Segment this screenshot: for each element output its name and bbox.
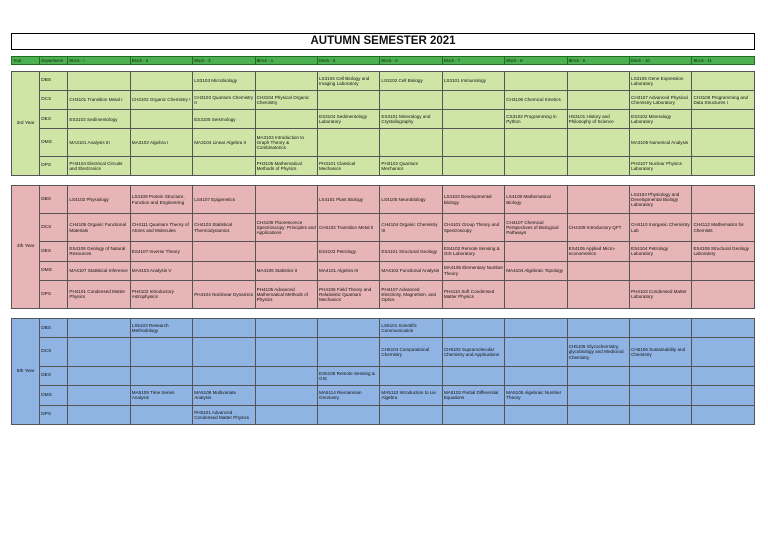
- course-cell: [505, 405, 567, 424]
- course-cell: LS3102 Cell Biology: [380, 72, 442, 91]
- course-cell: [193, 242, 255, 261]
- course-cell: [505, 156, 567, 175]
- course-cell: [692, 280, 755, 308]
- course-cell: CH4102 Transition Metal II: [318, 214, 380, 242]
- department-label: DBS: [40, 72, 68, 91]
- course-cell: ES4102 Remote Sensing & GIS Laboratory: [442, 242, 504, 261]
- course-cell: PH4110 Soft Condensed Matter Physics: [442, 280, 504, 308]
- course-cell: MA3102 Algebra I: [130, 129, 192, 157]
- course-cell: LS4105 Neurobiology: [380, 186, 442, 214]
- course-cell: LS3101 Immunology: [442, 72, 504, 91]
- course-cell: [692, 110, 755, 129]
- course-cell: [68, 72, 130, 91]
- course-cell: [442, 366, 504, 385]
- course-cell: [68, 319, 130, 338]
- course-cell: PH4102 Introductory Astrophysics: [130, 280, 192, 308]
- course-cell: [567, 186, 629, 214]
- course-cell: PH4101 Condensed Matter Physics: [68, 280, 130, 308]
- table-row: [12, 405, 755, 424]
- course-cell: [505, 366, 567, 385]
- course-cell: CH4101 Group Theory and Spectroscopy: [442, 214, 504, 242]
- course-cell: MA4101 Algebra III: [318, 261, 380, 280]
- table-row: [12, 110, 755, 129]
- course-cell: MA4104 Algebraic Topology: [505, 261, 567, 280]
- department-label: DCS: [40, 338, 68, 366]
- course-cell: [193, 261, 255, 280]
- course-cell: [68, 366, 130, 385]
- course-cell: [380, 91, 442, 110]
- course-cell: [692, 405, 755, 424]
- course-cell: CH3102 Organic Chemistry I: [130, 91, 192, 110]
- course-cell: MA4102 Functional Analysis: [380, 261, 442, 280]
- course-cell: CH5105 Glycochemistry, glycobiology and Medicinal Chemistry: [567, 338, 629, 366]
- course-cell: [630, 405, 692, 424]
- course-cell: CH3106 Chemical Kinetics: [505, 91, 567, 110]
- course-cell: PH3102 Quantum Mechanics: [380, 156, 442, 175]
- department-label: DES: [40, 242, 68, 261]
- course-cell: CH4112 Mathematics for Chemists: [692, 214, 755, 242]
- course-cell: [567, 319, 629, 338]
- course-cell: LS4108 Mathematical Biology: [505, 186, 567, 214]
- header-cell: Block - II: [130, 57, 192, 65]
- table-row: [12, 129, 755, 157]
- course-cell: [380, 129, 442, 157]
- course-cell: CH5104 Computational Chemistry: [380, 338, 442, 366]
- course-cell: [505, 72, 567, 91]
- course-cell: [567, 156, 629, 175]
- header-cell: Block - 10: [630, 57, 692, 65]
- course-cell: [505, 319, 567, 338]
- course-cell: CH3107 Advanced Physical Chemistry Laboratory: [630, 91, 692, 110]
- course-cell: [442, 129, 504, 157]
- department-label: DCS: [40, 91, 68, 110]
- course-cell: [692, 366, 755, 385]
- header-cell: Block - 4: [255, 57, 317, 65]
- course-cell: [193, 156, 255, 175]
- course-cell: [630, 261, 692, 280]
- course-cell: CH3104 Physical Organic Chemistry: [255, 91, 317, 110]
- course-cell: PH4107 Advanced Electricity, Magnetism, and Optics: [380, 280, 442, 308]
- department-label: DCS: [40, 214, 68, 242]
- course-cell: CH4108 Fluorescence Spectroscopy: Principles and Applications: [255, 214, 317, 242]
- course-cell: CH5106 Sustainability and Chemistry: [630, 338, 692, 366]
- section-4th-year: [11, 185, 755, 309]
- department-label: DMS: [40, 386, 68, 405]
- course-cell: [692, 156, 755, 175]
- table-row: [12, 280, 755, 308]
- course-cell: [442, 110, 504, 129]
- course-cell: LS5103 Research Methodology: [130, 319, 192, 338]
- department-label: DBS: [40, 186, 68, 214]
- course-cell: MA5110 Introduction to Lie Algebra: [380, 386, 442, 405]
- course-cell: ES4101 Structural Geology: [380, 242, 442, 261]
- course-cell: [380, 366, 442, 385]
- course-cell: [567, 129, 629, 157]
- course-cell: MA5114 Riemannian Geometry: [318, 386, 380, 405]
- course-cell: [255, 72, 317, 91]
- header-cell: Block - 3: [193, 57, 255, 65]
- course-cell: MA4103 Analysis V: [130, 261, 192, 280]
- course-cell: [567, 91, 629, 110]
- course-cell: MA3101 Analysis III: [68, 129, 130, 157]
- course-cell: PH3107 Nuclear Physics Laboratory: [630, 156, 692, 175]
- course-cell: ES4108 Structural Geology Laboratory: [692, 242, 755, 261]
- course-cell: [130, 366, 192, 385]
- course-cell: [255, 242, 317, 261]
- course-cell: CH5102 Supramolecular Chemistry and Applications: [442, 338, 504, 366]
- course-cell: [505, 338, 567, 366]
- header-cell: Year: [12, 57, 40, 65]
- course-cell: CH4104 Organic Chemistry III: [380, 214, 442, 242]
- course-cell: [630, 366, 692, 385]
- course-cell: [692, 129, 755, 157]
- table-row: [12, 91, 755, 110]
- course-cell: PH3105 Mathematical Methods of Physics: [255, 156, 317, 175]
- course-cell: MA4106 Statistics II: [255, 261, 317, 280]
- course-cell: [193, 366, 255, 385]
- course-cell: [130, 156, 192, 175]
- department-label: DES: [40, 366, 68, 385]
- course-cell: LS3104 Cell Biology and Imaging Laboratory: [318, 72, 380, 91]
- course-cell: [68, 405, 130, 424]
- course-cell: [505, 242, 567, 261]
- table-row: [12, 366, 755, 385]
- course-cell: CH4109 Introductory QFT: [567, 214, 629, 242]
- course-cell: ES4104 Petrology Laboratory: [630, 242, 692, 261]
- course-cell: PH4104 Nonlinear Dynamics: [193, 280, 255, 308]
- course-cell: ES5105 Remote Sensing & GIS: [318, 366, 380, 385]
- course-cell: [193, 319, 255, 338]
- course-cell: [318, 405, 380, 424]
- course-cell: [380, 405, 442, 424]
- table-row: [12, 72, 755, 91]
- course-cell: MA5108 Multivariate Analysis: [193, 386, 255, 405]
- course-cell: [130, 72, 192, 91]
- course-cell: CH4111 Quantum Theory of Atoms and Molecules: [130, 214, 192, 242]
- course-cell: ES3101 Mineralogy and Crystallography: [380, 110, 442, 129]
- course-cell: CH4103 Statistical Thermodynamics: [193, 214, 255, 242]
- course-cell: MA5102 Partial Differential Equations: [442, 386, 504, 405]
- course-cell: MA3105 Numerical Analysis: [630, 129, 692, 157]
- year-label: 4th Year: [12, 186, 40, 309]
- course-cell: MA4107 Statistical Inference: [68, 261, 130, 280]
- course-cell: [318, 91, 380, 110]
- table-row: [12, 156, 755, 175]
- department-label: DBS: [40, 319, 68, 338]
- course-cell: [505, 280, 567, 308]
- course-cell: [442, 319, 504, 338]
- course-cell: [193, 338, 255, 366]
- header-row: [11, 56, 755, 65]
- course-cell: [692, 338, 755, 366]
- course-cell: [505, 129, 567, 157]
- year-label: 5th Year: [12, 319, 40, 425]
- course-cell: CH4107 Chemical Perspectives of Biological Pathways: [505, 214, 567, 242]
- course-cell: [567, 366, 629, 385]
- course-cell: [567, 72, 629, 91]
- course-cell: ES4107 Inverse Theory: [130, 242, 192, 261]
- course-cell: [130, 338, 192, 366]
- course-cell: [318, 319, 380, 338]
- course-cell: ES4106 Geology of Natural Resources: [68, 242, 130, 261]
- header-cell: Block - 7: [442, 57, 504, 65]
- course-cell: HS3101 History and Philosophy of Science: [567, 110, 629, 129]
- table-row: [12, 338, 755, 366]
- course-cell: CH3101 Transition Metal I: [68, 91, 130, 110]
- header-cell: Block - 5: [318, 57, 380, 65]
- course-cell: ES3103 Sedimentology: [68, 110, 130, 129]
- course-cell: [567, 386, 629, 405]
- header-cell: Block - 8: [505, 57, 567, 65]
- course-cell: MA5105 Algebraic Number Theory: [505, 386, 567, 405]
- course-cell: [130, 405, 192, 424]
- course-cell: PH5101 Advanced Condensed Matter Physics: [193, 405, 255, 424]
- course-cell: [692, 261, 755, 280]
- course-cell: MA3103 Introduction to Graph Theory & Combinatorics: [255, 129, 317, 157]
- department-label: DMS: [40, 261, 68, 280]
- table-row: [12, 261, 755, 280]
- course-cell: CS3102 Programming in Python: [505, 110, 567, 129]
- course-cell: [255, 405, 317, 424]
- course-cell: PH4105 Advanced Mathematical Methods of Physics: [255, 280, 317, 308]
- page-title: AUTUMN SEMESTER 2021: [11, 33, 755, 50]
- course-cell: [255, 319, 317, 338]
- table-row: [12, 242, 755, 261]
- course-cell: LS4101 Plant Biology: [318, 186, 380, 214]
- department-label: DES: [40, 110, 68, 129]
- course-cell: [318, 129, 380, 157]
- section-5th-year: [11, 318, 755, 425]
- course-cell: LS3103 Microbiology: [193, 72, 255, 91]
- course-cell: [567, 405, 629, 424]
- department-label: DMS: [40, 129, 68, 157]
- course-cell: [442, 405, 504, 424]
- course-cell: ES3105 Seismology: [193, 110, 255, 129]
- course-cell: LS5101 Scientific Communication: [380, 319, 442, 338]
- section-3rd-year: [11, 71, 755, 176]
- header-cell: Block - 6: [380, 57, 442, 65]
- course-cell: [255, 386, 317, 405]
- course-cell: [692, 72, 755, 91]
- course-cell: LS4103 Developmental Biology: [442, 186, 504, 214]
- course-cell: ES3104 Sedimentology Laboratory: [318, 110, 380, 129]
- course-cell: [68, 338, 130, 366]
- course-cell: [692, 319, 755, 338]
- course-cell: ES3102 Mineralogy Laboratory: [630, 110, 692, 129]
- table-row: [12, 386, 755, 405]
- course-cell: LS4102 Physiology: [68, 186, 130, 214]
- course-cell: PH3104 Electrical Circuits and Electronics: [68, 156, 130, 175]
- course-cell: CH3103 Quantum Chemistry II: [193, 91, 255, 110]
- course-cell: PH4103 Condensed Matter Laboratory: [630, 280, 692, 308]
- course-cell: LS4107 Epigenetics: [193, 186, 255, 214]
- year-label: 3rd Year: [12, 72, 40, 176]
- table-row: [12, 186, 755, 214]
- course-cell: MA5109 Time Series Analysis: [130, 386, 192, 405]
- course-cell: PH4106 Field Theory and Relativistic Quantum Mechanics: [318, 280, 380, 308]
- course-cell: LS3105 Gene Expression Laboratory: [630, 72, 692, 91]
- course-cell: MA3104 Linear Algebra II: [193, 129, 255, 157]
- header-cell: Block - 9: [567, 57, 629, 65]
- table-row: [12, 214, 755, 242]
- course-cell: ES4105 Applied Micro-econometrics: [567, 242, 629, 261]
- course-cell: CH4105 Organic Functional Materials: [68, 214, 130, 242]
- course-cell: CH3108 Programming and Data Structures I: [692, 91, 755, 110]
- course-cell: [255, 338, 317, 366]
- course-cell: [68, 386, 130, 405]
- course-cell: [318, 338, 380, 366]
- course-cell: [255, 110, 317, 129]
- course-cell: PH3101 Classical Mechanics: [318, 156, 380, 175]
- header-cell: Block - I: [68, 57, 130, 65]
- course-cell: [442, 156, 504, 175]
- course-cell: MA4105 Elementary Number Theory: [442, 261, 504, 280]
- course-cell: [630, 319, 692, 338]
- course-cell: [567, 261, 629, 280]
- course-cell: LS4104 Physiology and Developmental Biology Laboratory: [630, 186, 692, 214]
- course-cell: [692, 386, 755, 405]
- department-label: DPS: [40, 405, 68, 424]
- course-cell: [255, 366, 317, 385]
- course-cell: LS4109 Protein Structure, Function and Engineering: [130, 186, 192, 214]
- course-cell: [567, 280, 629, 308]
- department-label: DPS: [40, 280, 68, 308]
- course-cell: [442, 91, 504, 110]
- table-row: [12, 319, 755, 338]
- course-cell: [692, 186, 755, 214]
- course-cell: [130, 110, 192, 129]
- course-cell: CH4110 Inorganic Chemistry Lab: [630, 214, 692, 242]
- course-cell: [630, 386, 692, 405]
- header-cell: Block - 11: [692, 57, 755, 65]
- department-label: DPS: [40, 156, 68, 175]
- course-cell: [255, 186, 317, 214]
- header-cell: Department: [40, 57, 68, 65]
- course-cell: ES4103 Petrology: [318, 242, 380, 261]
